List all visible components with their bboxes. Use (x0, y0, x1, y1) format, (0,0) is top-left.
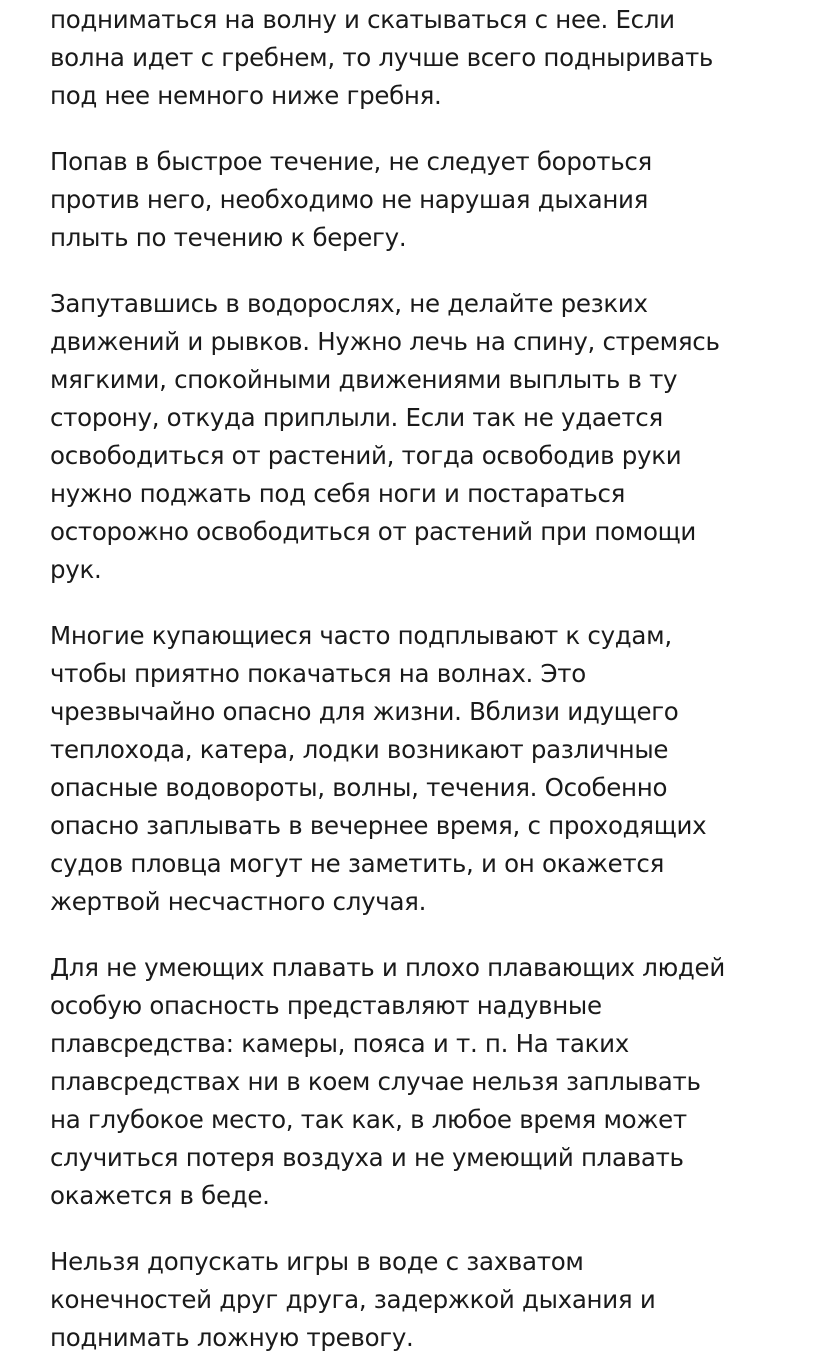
text-line: освободиться от растений, тогда освободив руки (50, 441, 682, 470)
text-line: подниматься на волну и скатываться с нее. Если (50, 5, 675, 34)
paragraph-fast-current (50, 143, 790, 257)
paragraph-seaweed (50, 285, 790, 589)
text-line: Запутавшись в водорослях, не делайте резких (50, 289, 648, 318)
text-line: судов пловца могут не заметить, и он окажется (50, 849, 665, 878)
text-line: опасные водовороты, волны, течения. Особенно (50, 773, 668, 802)
paragraph-ships (50, 617, 790, 921)
text-line: опасно заплывать в вечернее время, с проходящих (50, 811, 707, 840)
text-line: конечностей друг друга, задержкой дыхания и (50, 1285, 656, 1314)
text-line: чтобы приятно покачаться на волнах. Это (50, 659, 586, 688)
text-line: случиться потеря воздуха и не умеющий плавать (50, 1143, 684, 1172)
text-line: Для не умеющих плавать и плохо плавающих людей (50, 953, 725, 982)
text-line: окажется в беде. (50, 1181, 270, 1210)
text-line: плавсредствах ни в коем случае нельзя заплывать (50, 1067, 701, 1096)
text-line: особую опасность представляют надувные (50, 991, 602, 1020)
text-line: Нельзя допускать игры в воде с захватом (50, 1247, 584, 1276)
paragraph-inflatables (50, 949, 790, 1215)
text-line: плыть по течению к берегу. (50, 223, 407, 252)
text-line: под нее немного ниже гребня. (50, 81, 442, 110)
text-line: чрезвычайно опасно для жизни. Вблизи идущего (50, 697, 679, 726)
text-line: движений и рывков. Нужно лечь на спину, стремясь (50, 327, 720, 356)
paragraph-games (50, 1243, 790, 1357)
text-line: волна идет с гребнем, то лучше всего подныривать (50, 43, 714, 72)
text-line: против него, необходимо не нарушая дыхания (50, 185, 649, 214)
text-line: мягкими, спокойными движениями выплыть в ту (50, 365, 678, 394)
text-line: рук. (50, 555, 102, 584)
text-line: жертвой несчастного случая. (50, 887, 427, 916)
paragraph-wave-diving (50, 1, 790, 115)
text-line: осторожно освободиться от растений при помощи (50, 517, 697, 546)
text-line: сторону, откуда приплыли. Если так не удается (50, 403, 663, 432)
text-line: поднимать ложную тревогу. (50, 1323, 414, 1352)
text-line: Многие купающиеся часто подплывают к судам, (50, 621, 672, 650)
article-text (50, 1, 790, 1357)
text-line: Попав в быстрое течение, не следует бороться (50, 147, 652, 176)
text-line: на глубокое место, так как, в любое время может (50, 1105, 687, 1134)
text-line: плавсредства: камеры, пояса и т. п. На таких (50, 1029, 629, 1058)
text-line: теплохода, катера, лодки возникают различные (50, 735, 669, 764)
text-line: нужно поджать под себя ноги и постараться (50, 479, 626, 508)
